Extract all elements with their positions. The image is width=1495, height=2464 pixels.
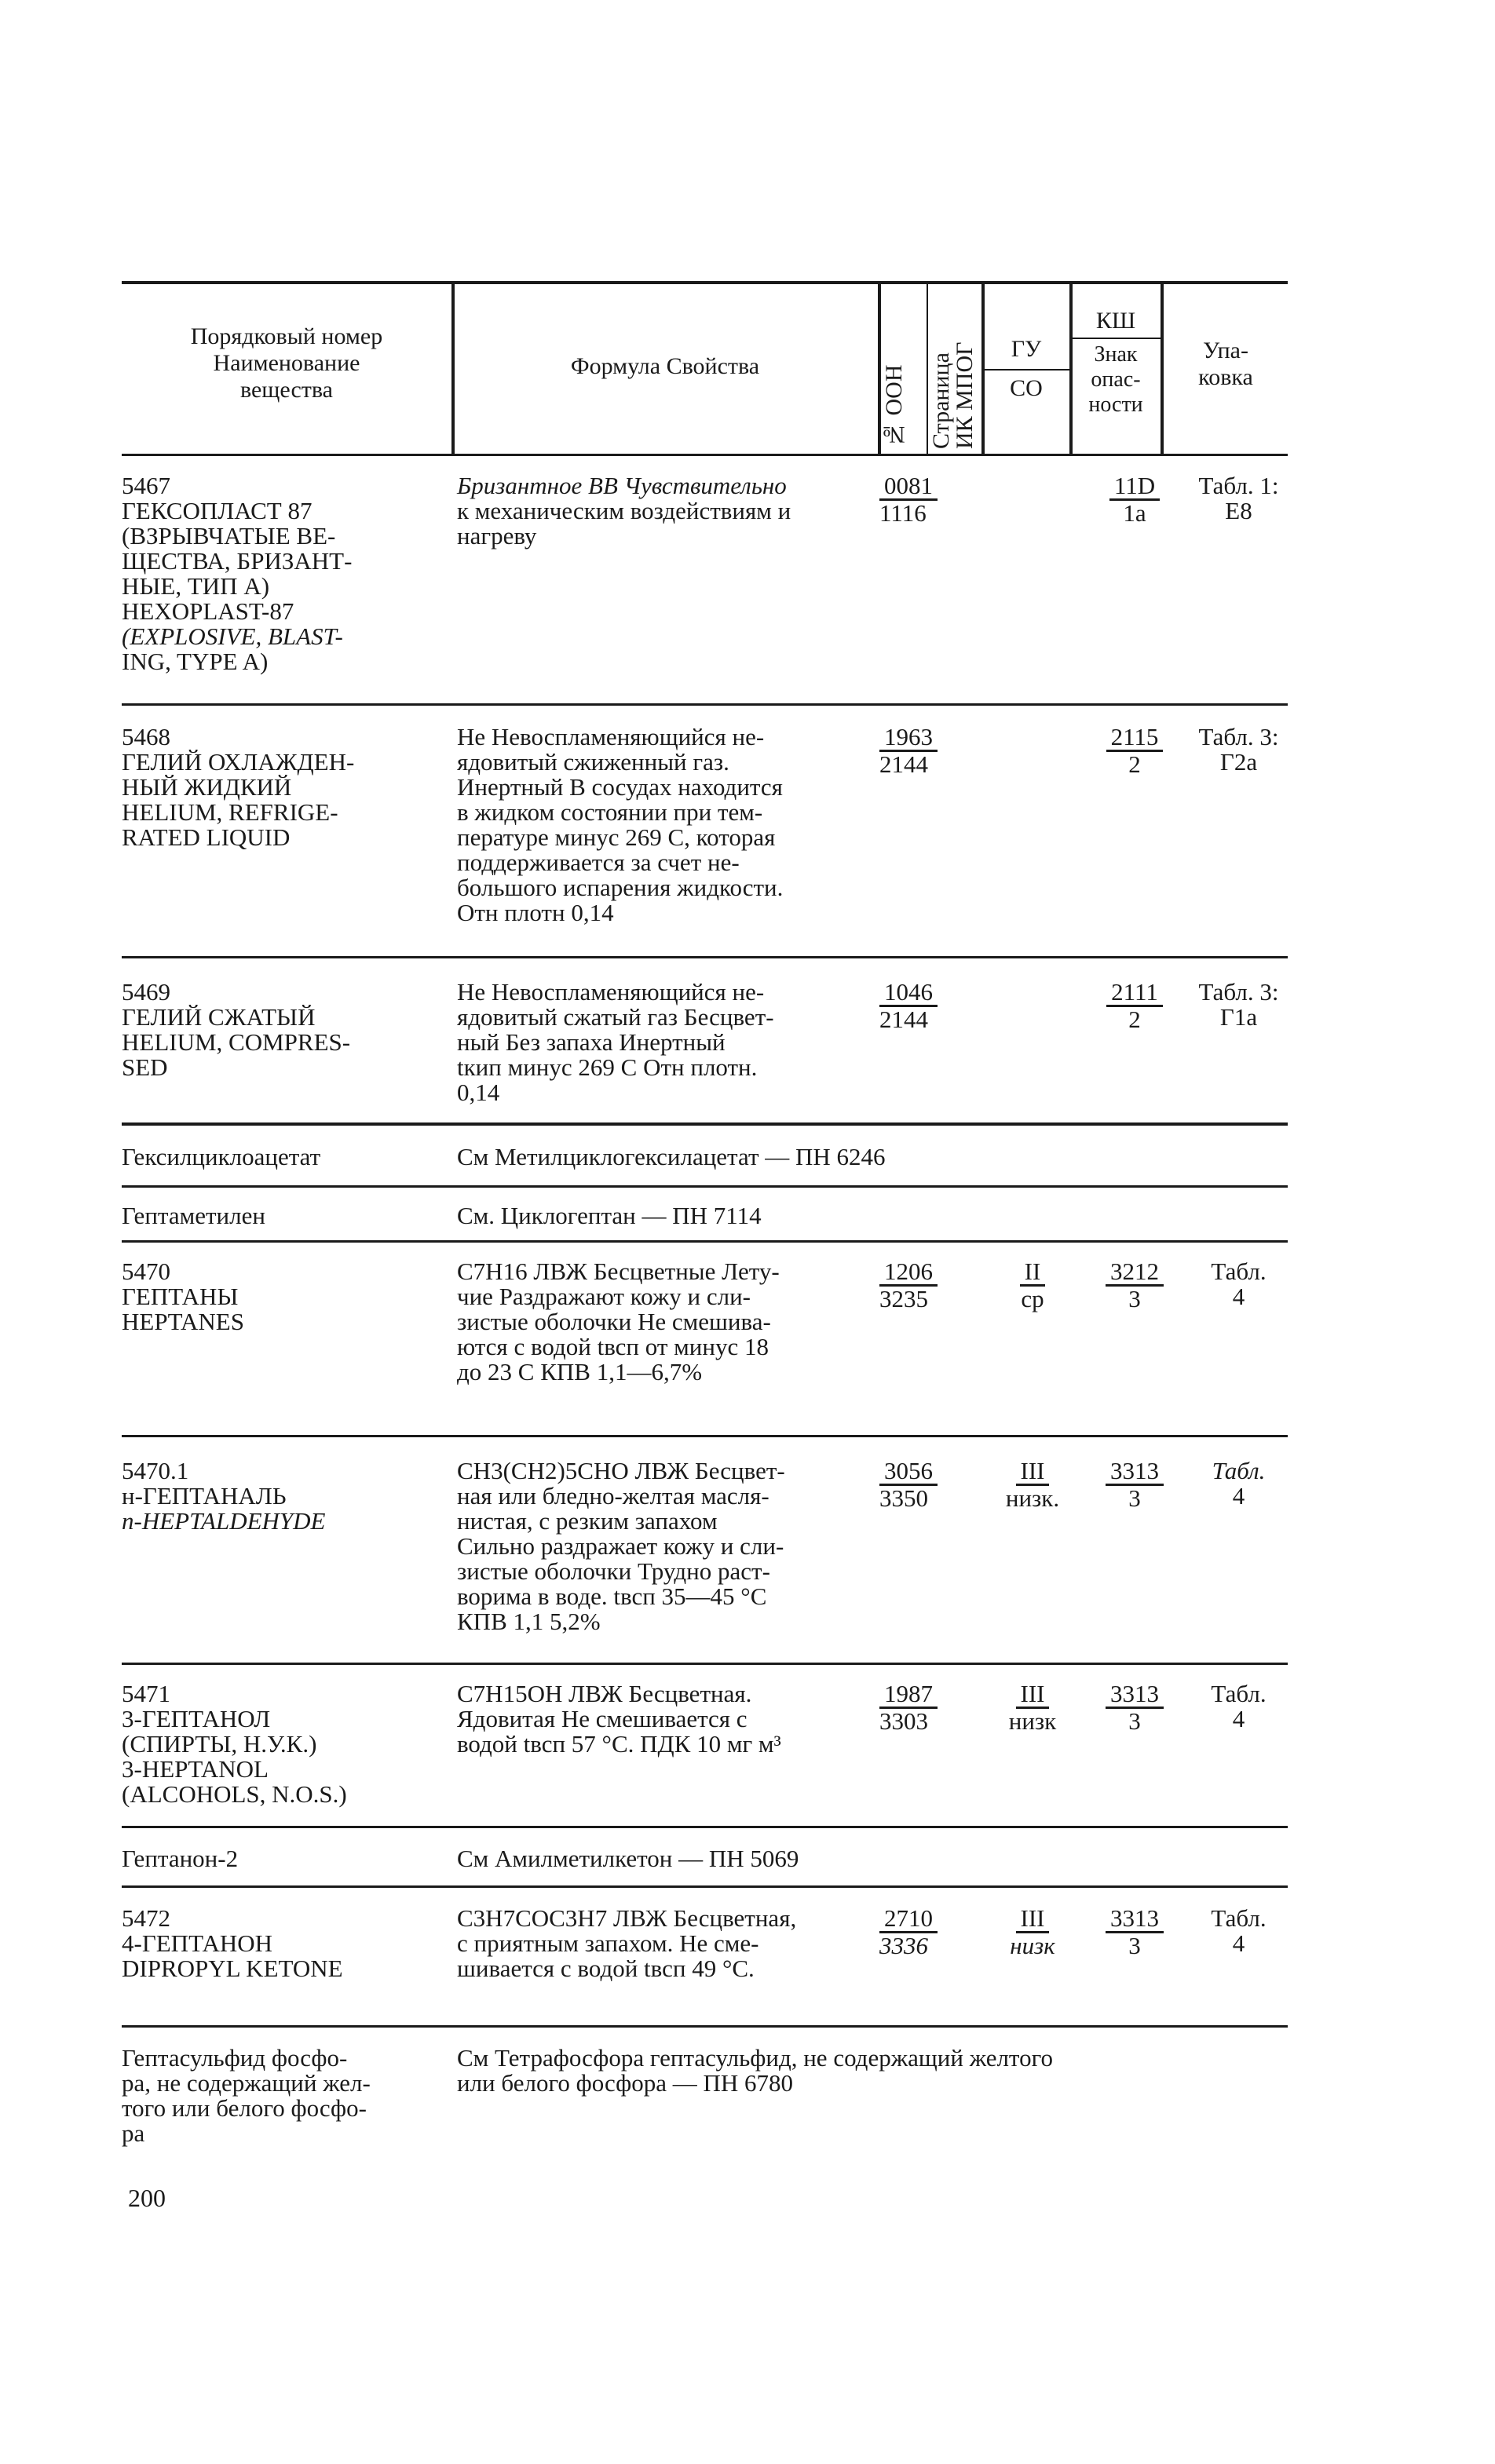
entry-name-line: (ВЗРЫВЧАТЫЕ ВЕ-: [122, 522, 336, 549]
page-number: 200: [128, 2184, 166, 2212]
ref-name: Гептанон-2: [122, 1845, 239, 1872]
entry-name: [122, 725, 451, 850]
prop-line: ются с водой tвсп от минус 18: [457, 1333, 769, 1360]
entry-name-line: НЫЙ ЖИДКИЙ: [122, 773, 292, 801]
ref-text: См Амилметилкетон — ПН 5069: [457, 1845, 799, 1872]
entry-name-line: ING, TYPE A): [122, 648, 269, 675]
entry-name-line: (ALCOHOLS, N.O.S.): [122, 1780, 347, 1808]
prop-line: поддерживается за счет не-: [457, 849, 740, 876]
pack-line: Табл.: [1211, 1258, 1267, 1285]
ik-page: 1116: [879, 499, 927, 527]
ksh-code: 3313: [1106, 1458, 1164, 1486]
prop-line: tкип минус 269 С Отн плотн.: [457, 1053, 758, 1081]
header-name-line: Порядковый номер: [190, 323, 383, 349]
prop-line: 0,14: [457, 1079, 500, 1106]
entry-name-line: ГЕПТАНЫ: [122, 1283, 239, 1310]
entry-name-line: 5469: [122, 978, 170, 1006]
header-divider: [981, 283, 985, 454]
prop-line: до 23 С КПВ 1,1—6,7%: [457, 1358, 703, 1385]
header-name: [126, 323, 448, 403]
entry-properties: [457, 980, 881, 1105]
header-sign-line: ности: [1088, 392, 1143, 417]
ksh-code: 2111: [1106, 980, 1163, 1007]
entry-name-line: n-HEPTALDEHYDE: [122, 1507, 326, 1535]
entry-name: [122, 473, 451, 674]
prop-line: к механическим воздействиям и: [457, 497, 791, 524]
header-sign-line: Знак: [1094, 342, 1138, 367]
entry-separator: [122, 1122, 1288, 1126]
entry-name-line: ЩЕСТВА, БРИЗАНТ-: [122, 547, 353, 575]
entry-name-line: того или белого фосфо-: [122, 2094, 367, 2122]
entry-name-line: DIPROPYL KETONE: [122, 1955, 343, 1982]
entry-name-line: 5468: [122, 723, 170, 750]
co-value: ср: [1021, 1285, 1044, 1312]
table-top-rule: [122, 281, 1288, 284]
prop-line: Инертный В сосудах находится: [457, 773, 783, 801]
entry-ksh: [1084, 1681, 1186, 1734]
ik-page: 3350: [879, 1484, 928, 1512]
ref-text: См Метилциклогексилацетат — ПН 6246: [457, 1143, 886, 1170]
prop-line: Не Невоспламеняющийся не-: [457, 978, 765, 1006]
pack-line: Табл. 1:: [1198, 472, 1279, 499]
entry-packaging: [1190, 1259, 1288, 1309]
prop-line: зистые оболочки Трудно раст-: [457, 1557, 770, 1585]
entry-gu: [985, 1458, 1080, 1511]
prop-line: с приятным запахом. Не сме-: [457, 1929, 759, 1957]
prop-line: Бризантное ВВ Чувствительно: [457, 472, 787, 499]
entry-properties: [457, 725, 881, 925]
entry-name: [122, 1681, 451, 1807]
prop-line: большого испарения жидкости.: [457, 874, 784, 901]
entry-name-line: 5470: [122, 1258, 170, 1285]
entry-packaging: [1190, 1458, 1288, 1509]
ref-line: или белого фосфора — ПН 6780: [457, 2069, 794, 2097]
hazard-sign: 3: [1128, 1932, 1141, 1959]
prop-line: ядовитый сжиженный газ.: [457, 748, 729, 776]
ref-name: Гексилциклоацетат: [122, 1143, 321, 1170]
prop-line: Сильно раздражает кожу и сли-: [457, 1532, 784, 1560]
entry-name-line: ГЕКСОПЛАСТ 87: [122, 497, 313, 524]
entry-ksh: [1084, 1259, 1186, 1312]
prop-line: шивается с водой tвсп 49 °С.: [457, 1955, 755, 1982]
header-page-line: Страница: [928, 352, 954, 449]
prop-line: КПВ 1,1 5,2%: [457, 1608, 601, 1635]
entry-name-line: ра: [122, 2119, 145, 2147]
ksh-code: 3212: [1106, 1259, 1164, 1287]
pack-line: Табл. 3:: [1198, 978, 1279, 1006]
entry-name: [122, 1458, 451, 1534]
entry-separator: [122, 1185, 1288, 1188]
entry-properties: [457, 1906, 881, 1981]
entry-name-line: 5472: [122, 1904, 170, 1932]
ksh-code: 2115: [1106, 725, 1164, 752]
prop-line: C7H16 ЛВЖ Бесцветные Лету-: [457, 1258, 780, 1285]
entry-name-line: HEXOPLAST-87: [122, 597, 294, 625]
entry-name-line: (EXPLOSIVE, BLAST-: [122, 622, 343, 650]
gu-value: III: [1016, 1458, 1050, 1486]
ksh-code: 3313: [1106, 1681, 1164, 1709]
entry-name-line: HEPTANES: [122, 1308, 244, 1335]
pack-line: 4: [1232, 1705, 1245, 1732]
prop-line: чие Раздражают кожу и сли-: [457, 1283, 751, 1310]
entry-ksh: [1084, 1906, 1186, 1958]
pack-line: Е8: [1225, 497, 1252, 524]
ik-page: 3303: [879, 1707, 928, 1735]
entry-packaging: [1190, 473, 1288, 524]
footer-entry-text: [457, 2046, 1281, 2096]
hazard-sign: 3: [1128, 1285, 1141, 1312]
pack-line: Г1а: [1219, 1003, 1258, 1031]
ref-name: Гептаметилен: [122, 1202, 265, 1229]
entry-name-line: SED: [122, 1053, 168, 1081]
un-number: 1046: [879, 980, 938, 1007]
header-ksh: КШ: [1095, 308, 1136, 334]
pack-line: Табл.: [1212, 1457, 1266, 1484]
entry-name-line: НЫЕ, ТИП А): [122, 572, 270, 600]
prop-line: нистая, с резким запахом: [457, 1507, 718, 1535]
entry-separator: [122, 1826, 1288, 1828]
un-number: 1987: [879, 1681, 938, 1709]
prop-line: Не Невоспламеняющийся не-: [457, 723, 765, 750]
entry-properties: [457, 473, 881, 549]
entry-name-line: ГЕЛИЙ ОХЛАЖДЕН-: [122, 748, 355, 776]
entry-name-line: Гептасульфид фосфо-: [122, 2044, 348, 2072]
entry-name-line: 5471: [122, 1680, 170, 1707]
hazard-sign: 3: [1128, 1484, 1141, 1512]
entry-properties: [457, 1259, 881, 1385]
gu-value: II: [1020, 1259, 1046, 1287]
entry-packaging: [1190, 980, 1288, 1030]
entry-name-line: HELIUM, COMPRES-: [122, 1028, 351, 1056]
entry-gu: [985, 1259, 1080, 1312]
un-number: 3056: [879, 1458, 938, 1486]
entry-packaging: [1190, 1906, 1288, 1956]
entry-name-line: 5470.1: [122, 1457, 189, 1484]
un-number: 2710: [879, 1906, 938, 1933]
prop-line: в жидком состоянии при тем-: [457, 798, 763, 826]
prop-line: CH3(CH2)5CHO ЛВЖ Бесцвет-: [457, 1457, 785, 1484]
entry-ksh: [1084, 725, 1186, 777]
entry-separator: [122, 1240, 1288, 1243]
header-sign: [1071, 342, 1161, 418]
entry-un-number: [879, 473, 981, 526]
entry-properties: [457, 1458, 881, 1634]
prop-line: ная или бледно-желтая масля-: [457, 1482, 769, 1509]
ksh-code: 11D: [1109, 473, 1160, 501]
co-value: низк: [1010, 1932, 1055, 1959]
pack-line: Табл. 3:: [1198, 723, 1279, 750]
prop-line: C3H7COC3H7 ЛВЖ Бесцветная,: [457, 1904, 797, 1932]
prop-line: зистые оболочки Не смешива-: [457, 1308, 771, 1335]
prop-line: пературе минус 269 С, которая: [457, 823, 776, 851]
gu-value: III: [1016, 1906, 1050, 1933]
entry-separator: [122, 2025, 1288, 2028]
entry-packaging: [1190, 1681, 1288, 1732]
ik-page: 3235: [879, 1285, 928, 1312]
prop-line: ный Без запаха Инертный: [457, 1028, 726, 1056]
un-number: 0081: [879, 473, 938, 501]
entry-un-number: [879, 980, 981, 1032]
entry-un-number: [879, 1458, 981, 1511]
header-gu: ГУ: [1011, 336, 1042, 362]
pack-line: Табл.: [1211, 1680, 1267, 1707]
header-pack-line: Упа-: [1203, 338, 1248, 363]
entry-name-line: 3-ГЕПТАНОЛ: [122, 1705, 271, 1732]
header-pack: [1164, 338, 1288, 391]
ksh-code: 3313: [1106, 1906, 1164, 1933]
ksh-sign-divider: [1071, 338, 1161, 339]
entry-name-line: (СПИРТЫ, Н.У.К.): [122, 1730, 317, 1758]
entry-separator: [122, 703, 1288, 706]
entry-name: [122, 1906, 451, 1981]
entry-name-line: 5467: [122, 472, 170, 499]
entry-name-line: ГЕЛИЙ СЖАТЫЙ: [122, 1003, 316, 1031]
entry-un-number: [879, 1681, 981, 1734]
entry-name-line: HELIUM, REFRIGE-: [122, 798, 338, 826]
entry-ksh: [1084, 473, 1186, 526]
pack-line: 4: [1232, 1283, 1245, 1310]
footer-entry-name: [122, 2046, 451, 2146]
entry-name-line: RATED LIQUID: [122, 823, 291, 851]
prop-line: ворима в воде. tвсп 35—45 °С: [457, 1582, 767, 1610]
header-props: Формула Свойства: [570, 353, 760, 379]
entry-name-line: 4-ГЕПТАНОН: [122, 1929, 273, 1957]
entry-name: [122, 980, 451, 1080]
pack-line: 4: [1232, 1482, 1245, 1509]
entry-name: [122, 1259, 451, 1334]
ref-text: См. Циклогептан — ПН 7114: [457, 1202, 762, 1229]
co-value: низк.: [1005, 1484, 1060, 1512]
prop-line: Отн плотн 0,14: [457, 899, 614, 926]
header-page-line: ИК МПОГ: [952, 341, 978, 449]
header-name-line: вещества: [240, 377, 333, 403]
prop-line: C7H15OH ЛВЖ Бесцветная.: [457, 1680, 752, 1707]
entry-properties: [457, 1681, 881, 1757]
header-bottom-rule: [122, 454, 1288, 456]
un-number: 1963: [879, 725, 938, 752]
header-name-line: Наименование: [213, 350, 360, 376]
header-pack-line: ковка: [1198, 364, 1253, 390]
prop-line: водой tвсп 57 °С. ПДК 10 мг м³: [457, 1730, 781, 1758]
entry-separator: [122, 1663, 1288, 1665]
entry-un-number: [879, 725, 981, 777]
pack-line: Табл.: [1211, 1904, 1267, 1932]
ik-page: 3336: [879, 1932, 928, 1959]
entry-separator: [122, 956, 1288, 958]
un-number: 1206: [879, 1259, 938, 1287]
header-divider: [451, 283, 455, 454]
entry-un-number: [879, 1906, 981, 1958]
entry-name-line: ра, не содержащий жел-: [122, 2069, 371, 2097]
header-un: № ООН: [881, 364, 907, 447]
entry-name-line: н-ГЕПТАНАЛЬ: [122, 1482, 287, 1509]
pack-line: 4: [1232, 1929, 1245, 1957]
entry-name-line: 3-HEPTANOL: [122, 1755, 269, 1783]
header-co: СО: [1010, 375, 1043, 401]
hazard-sign: 1а: [1123, 499, 1146, 527]
header-page: [930, 284, 977, 449]
ref-line: См Тетрафосфора гептасульфид, не содержащий желтого: [457, 2044, 1054, 2072]
hazard-sign: 3: [1128, 1707, 1141, 1735]
ik-page: 2144: [879, 750, 928, 778]
prop-line: ядовитый сжатый газ Бесцвет-: [457, 1003, 774, 1031]
header-sign-line: опас-: [1091, 367, 1141, 392]
entry-gu: [985, 1681, 1080, 1734]
entry-packaging: [1190, 725, 1288, 775]
hazard-sign: 2: [1128, 750, 1141, 778]
entry-ksh: [1084, 980, 1186, 1032]
ik-page: 2144: [879, 1006, 928, 1033]
pack-line: Г2а: [1219, 748, 1258, 776]
entry-gu: [985, 1906, 1080, 1958]
entry-un-number: [879, 1259, 981, 1312]
gu-co-divider: [983, 369, 1069, 371]
prop-line: Ядовитая Не смешивается с: [457, 1705, 748, 1732]
co-value: низк: [1008, 1707, 1057, 1735]
gu-value: III: [1016, 1681, 1050, 1709]
hazard-sign: 2: [1128, 1006, 1141, 1033]
entry-separator: [122, 1435, 1288, 1437]
prop-line: нагреву: [457, 522, 537, 549]
entry-separator: [122, 1885, 1288, 1888]
entry-ksh: [1084, 1458, 1186, 1511]
